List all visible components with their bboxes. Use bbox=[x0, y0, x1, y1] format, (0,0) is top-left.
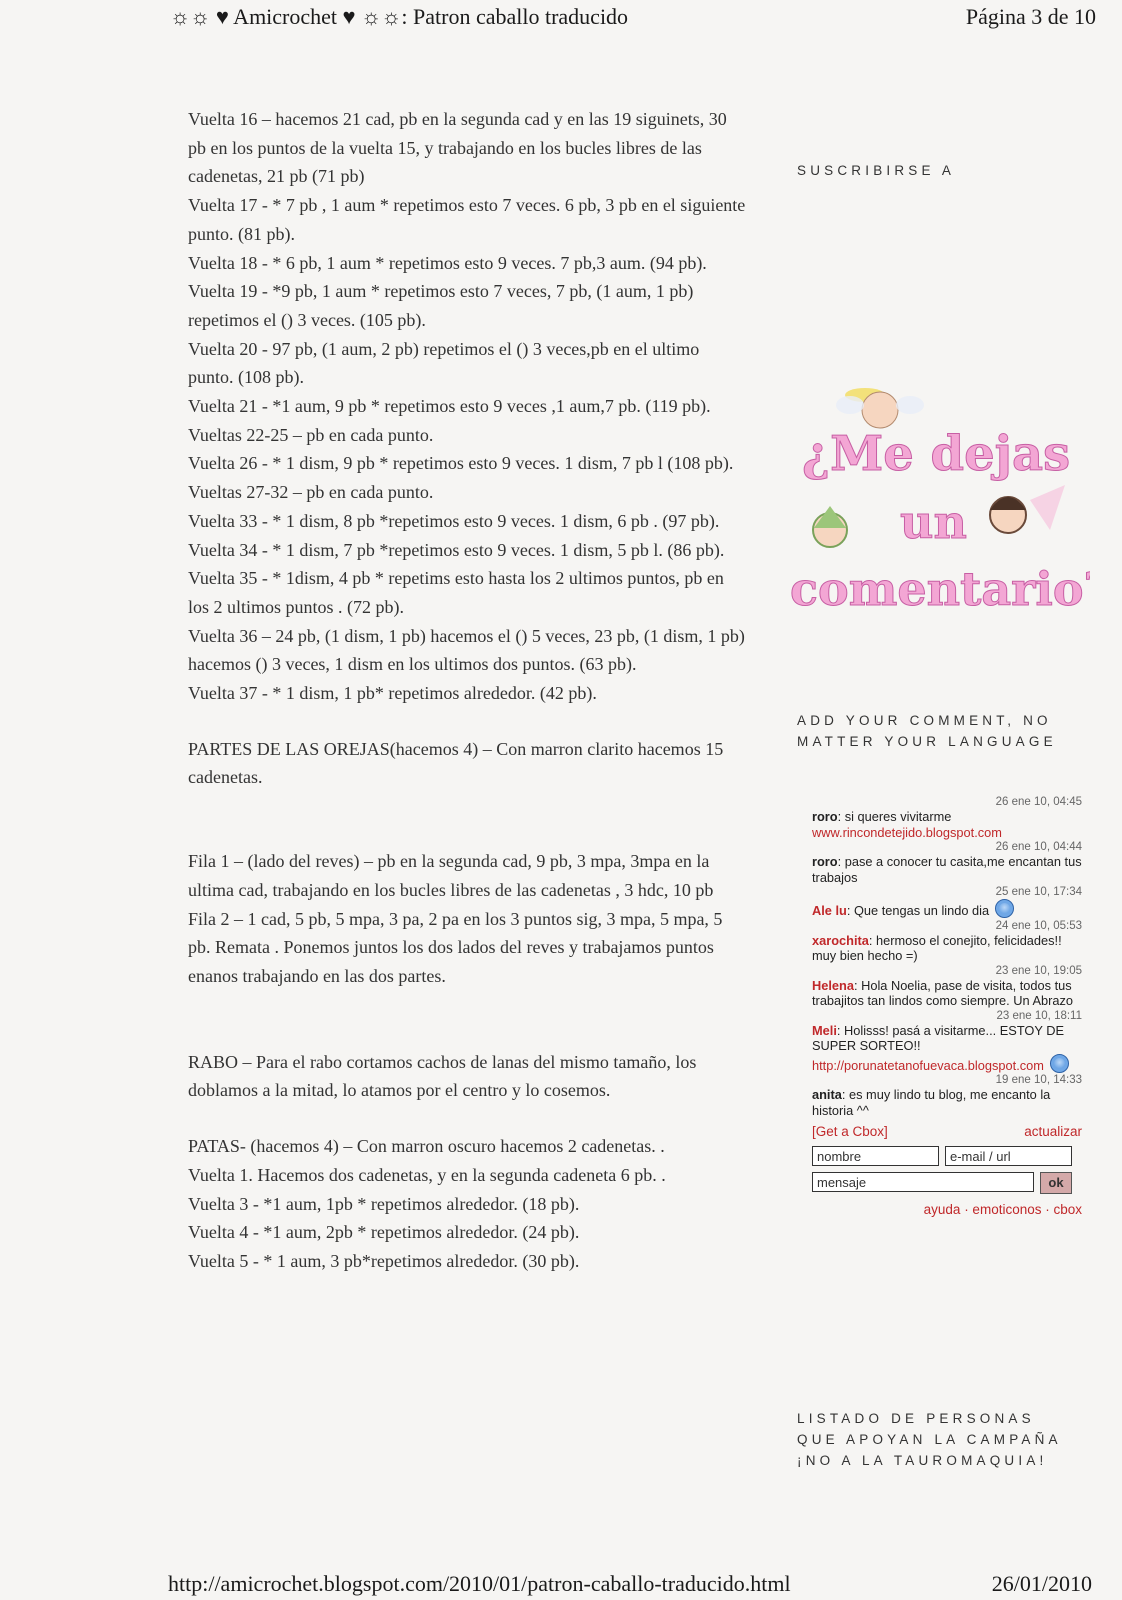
page-footer-url: http://amicrochet.blogspot.com/2010/01/patron-caballo-traducido.html bbox=[168, 1571, 791, 1596]
message-text: : es muy lindo tu blog, me encanto la historia ^^ bbox=[812, 1087, 1051, 1118]
legs-round-5: Vuelta 5 - * 1 aum, 3 pb*repetimos alrededor. (30 pb). bbox=[188, 1250, 580, 1271]
cbox-message bbox=[812, 1073, 1082, 1118]
cbox-chat-widget bbox=[812, 795, 1082, 1217]
legs-round-4: Vuelta 4 - *1 aum, 2pb * repetimos alrededor. (24 pb). bbox=[188, 1222, 580, 1243]
message-text: : Holisss! pasá a visitarme... ESTOY DE SUPER SORTEO!! bbox=[812, 1022, 1064, 1053]
message-date: 26 ene 10, 04:44 bbox=[995, 841, 1082, 853]
cbox-message bbox=[812, 885, 1082, 919]
sticker-line-1: ¿Me dejas bbox=[802, 426, 1071, 482]
round-19: Vuelta 19 - *9 pb, 1 aum * repetimos esto 7 veces, 7 pb, (1 aum, 1 pb) repetimos el () 3 veces. (105 pb). bbox=[188, 281, 694, 330]
message-link-text[interactable]: http://porunatetanofuevaca.blogspot.com bbox=[812, 1057, 1044, 1073]
message-user[interactable]: Ale lu bbox=[812, 903, 847, 918]
fairy-right-icon bbox=[990, 485, 1065, 533]
cbox-message bbox=[812, 795, 1082, 840]
message-text: : pase a conocer tu casita,me encantan tus trabajos bbox=[812, 854, 1082, 885]
campaign-heading bbox=[797, 1408, 1062, 1471]
rounds-27-32: Vueltas 27-32 – pb en cada punto. bbox=[188, 482, 434, 503]
comment-heading-line-2: MATTER YOUR LANGUAGE bbox=[797, 734, 1057, 749]
round-20: Vuelta 20 - 97 pb, (1 aum, 2 pb) repetimos el () 3 veces,pb en el ultimo punto. (108 pb). bbox=[188, 338, 700, 388]
round-18: Vuelta 18 - * 6 pb, 1 aum * repetimos esto 9 veces. 7 pb,3 aum. (94 pb). bbox=[188, 252, 707, 273]
subscribe-heading: SUSCRIBIRSE A bbox=[797, 163, 956, 178]
cbox-links bbox=[812, 1124, 1082, 1140]
round-21: Vuelta 21 - *1 aum, 9 pb * repetimos esto 9 veces ,1 aum,7 pb. (119 pb). bbox=[188, 396, 711, 417]
legs-heading: PATAS- (hacemos 4) – Con marron oscuro hacemos 2 cadenetas. . bbox=[188, 1136, 665, 1157]
round-34: Vuelta 34 - * 1 dism, 7 pb *repetimos esto 9 veces. 1 dism, 5 pb l. (86 pb). bbox=[188, 539, 725, 560]
comment-heading-line-1: ADD YOUR COMMENT, NO bbox=[797, 713, 1052, 728]
round-35: Vuelta 35 - * 1dism, 4 pb * repetims esto hasta los 2 ultimos puntos, pb en los 2 ultimos puntos . (72 pb). bbox=[188, 568, 724, 617]
smiley-icon bbox=[1050, 1054, 1069, 1073]
pattern-content bbox=[188, 105, 748, 1276]
round-16: Vuelta 16 – hacemos 21 cad, pb en la segunda cad y en las 19 siguinets, 30 pb en los puntos de la vuelta 15, y trabajando en los bucles libres de las cadenetas, 21 pb (71 pb) bbox=[188, 109, 727, 187]
message-user[interactable]: Helena bbox=[812, 977, 854, 993]
message-user[interactable]: roro bbox=[812, 854, 838, 869]
round-26: Vuelta 26 - * 1 dism, 9 pb * repetimos esto 9 veces. 1 dism, 7 pb l (108 pb). bbox=[188, 453, 734, 474]
cbox-message-row bbox=[812, 1172, 1082, 1194]
message-date: 24 ene 10, 05:53 bbox=[995, 919, 1082, 932]
message-link[interactable] bbox=[812, 1054, 1082, 1074]
cbox-footer-links[interactable]: ayuda · emoticonos · cbox bbox=[923, 1201, 1082, 1217]
legs-round-1: Vuelta 1. Hacemos dos cadenetas, y en la segunda cadeneta 6 pb. . bbox=[188, 1164, 666, 1185]
name-field[interactable]: nombre bbox=[812, 1146, 939, 1166]
ears-row-2: Fila 2 – 1 cad, 5 pb, 5 mpa, 3 pa, 2 pa en los 3 puntos sig, 3 mpa, 5 mpa, 5 pb. Remata . Ponemos juntos los dos lados del reves y trabajamos puntos enanos trabajando en las dos partes. bbox=[188, 908, 723, 986]
message-text: : si queres vivitarme bbox=[837, 809, 952, 824]
campaign-line-3: ¡NO A LA TAUROMAQUIA! bbox=[797, 1453, 1048, 1468]
cbox-message bbox=[812, 919, 1082, 964]
ears-row-1: Fila 1 – (lado del reves) – pb en la segunda cad, 9 pb, 3 mpa, 3mpa en la ultima cad, trabajando en los bucles libres de las cadenetas , 3 hdc, 10 pb bbox=[188, 851, 714, 900]
message-link[interactable]: www.rincondetejido.blogspot.com bbox=[812, 824, 1002, 840]
page-footer-date: 26/01/2010 bbox=[991, 1571, 1092, 1596]
message-date: 23 ene 10, 18:11 bbox=[996, 1009, 1082, 1022]
round-33: Vuelta 33 - * 1 dism, 8 pb *repetimos esto 9 veces. 1 dism, 6 pb . (97 pb). bbox=[188, 510, 720, 531]
round-37: Vuelta 37 - * 1 dism, 1 pb* repetimos alrededor. (42 pb). bbox=[188, 683, 597, 704]
get-cbox-link[interactable]: [Get a Cbox] bbox=[812, 1124, 888, 1139]
page-header-title: ☼☼ ♥ Amicrochet ♥ ☼☼: Patron caballo traducido bbox=[170, 4, 629, 29]
page-number: Página 3 de 10 bbox=[965, 4, 1096, 29]
message-date: 25 ene 10, 17:34 bbox=[995, 886, 1082, 898]
comment-sticker-image[interactable] bbox=[790, 380, 1090, 630]
ok-button[interactable]: ok bbox=[1040, 1172, 1072, 1194]
rounds-22-25: Vueltas 22-25 – pb en cada punto. bbox=[188, 424, 434, 445]
message-user[interactable]: xarochita bbox=[812, 932, 869, 948]
cbox-message bbox=[812, 964, 1082, 1009]
email-url-field[interactable]: e-mail / url bbox=[945, 1146, 1072, 1166]
tail-section: RABO – Para el rabo cortamos cachos de lanas del mismo tamaño, los doblamos a la mitad, lo atamos por el centro y lo cosemos. bbox=[188, 1051, 697, 1101]
message-text: : Que tengas un lindo dia bbox=[846, 903, 990, 918]
refresh-link[interactable]: actualizar bbox=[1024, 1124, 1082, 1139]
message-user[interactable]: anita bbox=[812, 1087, 842, 1102]
message-date: 23 ene 10, 19:05 bbox=[995, 964, 1082, 977]
cbox-message bbox=[812, 840, 1082, 885]
smiley-icon bbox=[995, 899, 1014, 918]
round-17: Vuelta 17 - * 7 pb , 1 aum * repetimos esto 7 veces. 6 pb, 3 pb en el siguiente punto. (81 pb). bbox=[188, 195, 746, 244]
campaign-line-2: QUE APOYAN LA CAMPAÑA bbox=[797, 1432, 1062, 1447]
message-user[interactable]: roro bbox=[812, 809, 838, 824]
cbox-id-row bbox=[812, 1146, 1082, 1166]
sticker-line-2: un bbox=[900, 495, 967, 549]
fairy-top-icon bbox=[836, 388, 924, 428]
fairy-left-icon bbox=[813, 506, 847, 547]
campaign-line-1: LISTADO DE PERSONAS bbox=[797, 1411, 1035, 1426]
message-date: 19 ene 10, 14:33 bbox=[995, 1074, 1082, 1086]
message-user[interactable]: Meli bbox=[812, 1022, 837, 1038]
comment-heading bbox=[797, 710, 1057, 752]
round-36: Vuelta 36 – 24 pb, (1 dism, 1 pb) hacemos el () 5 veces, 23 pb, (1 dism, 1 pb) hacemos () 3 veces, 1 dism en los ultimos dos puntos. (63 pb). bbox=[188, 625, 745, 675]
legs-round-3: Vuelta 3 - *1 aum, 1pb * repetimos alrededor. (18 pb). bbox=[188, 1193, 580, 1214]
cbox-message bbox=[812, 1009, 1082, 1074]
message-field[interactable]: mensaje bbox=[812, 1172, 1034, 1192]
sticker-line-3: comentario? bbox=[790, 562, 1090, 616]
message-date: 26 ene 10, 04:45 bbox=[995, 796, 1082, 808]
ears-heading: PARTES DE LAS OREJAS(hacemos 4) – Con marron clarito hacemos 15 cadenetas. bbox=[188, 738, 724, 788]
message-text: : Hola Noelia, pase de visita, todos tus trabajitos tan lindos como siempre. Un Abrazo bbox=[812, 977, 1074, 1008]
message-text: : hermoso el conejito, felicidades!! muy bien hecho =) bbox=[812, 932, 1062, 963]
